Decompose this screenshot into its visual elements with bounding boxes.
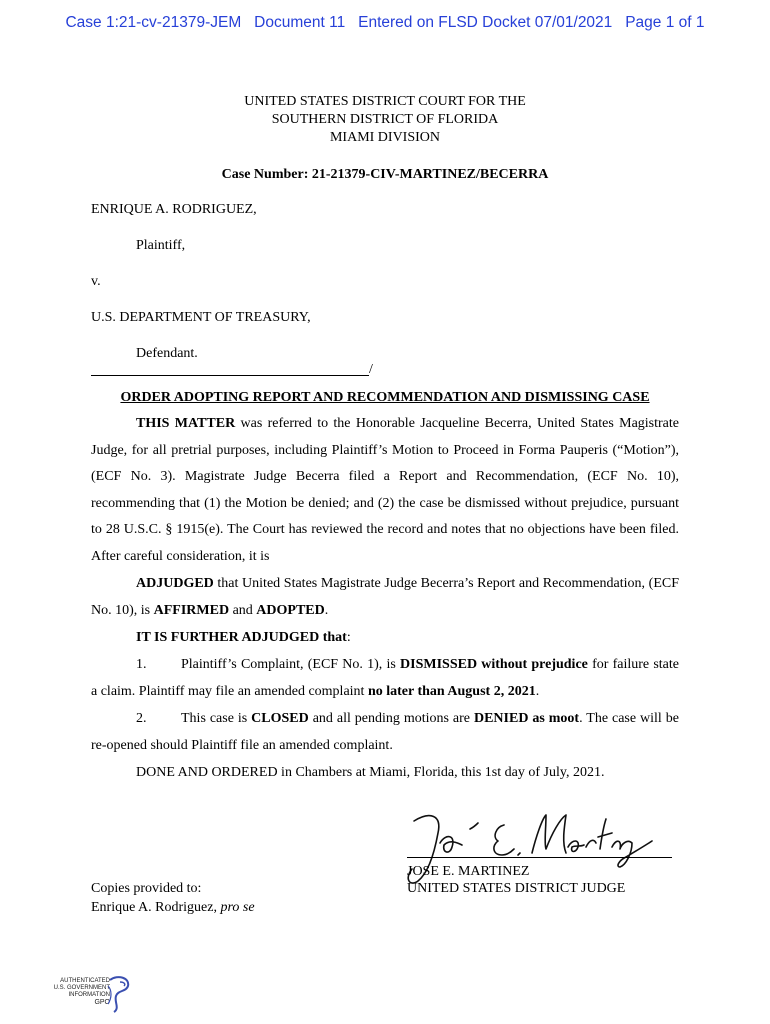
item-1-end: . [535,683,540,699]
court-division: MIAMI DIVISION [329,130,441,145]
order-title: ORDER ADOPTING REPORT AND RECOMMENDATION AND DISMISSING CASE [120,390,650,405]
court-name-line1: UNITED STATES DISTRICT COURT FOR THE [244,94,526,109]
judge-title: UNITED STATES DISTRICT JUDGE [407,881,626,896]
versus: v. [91,274,101,289]
copies-heading: Copies provided to: [91,881,202,896]
colon: : [346,630,351,645]
adjudged-text: that United States Magistrate Judge Becerra’s Report and Recommendation, (ECF No. 10), is [91,576,679,618]
adopted-word: ADOPTED [256,602,325,618]
item-1 [91,652,679,705]
dismissed-phrase: DISMISSED without prejudice [400,657,588,672]
seal-line2: U.S. GOVERNMENT [53,985,110,991]
seal-line3: INFORMATION [68,992,110,998]
adjudged-lead: ADJUDGED [136,576,214,591]
further-adjudged: IT IS FURTHER ADJUDGED that [136,630,347,645]
recipient-name: Enrique A. Rodriguez, [91,900,221,915]
copies-recipient [91,899,255,917]
item-2-text-3: . The case will be re-opened should Plaintiff file an amended complaint. [91,711,679,753]
plaintiff-role: Plaintiff, [136,238,186,253]
pro-se: pro se [220,900,255,915]
docket-header: Case 1:21-cv-21379-JEM Document 11 Entered on FLSD Docket 07/01/2021 Page 1 of 1 [65,14,705,31]
defendant-role: Defendant. [136,346,198,361]
closed-word: CLOSED [251,711,309,726]
item-2-text-2: and all pending motions are [308,711,474,726]
item-1-text-2: for failure state a claim. Plaintiff may file an amended complaint [91,657,679,699]
case-number: Case Number: 21-21379-CIV-MARTINEZ/BECERRA [221,167,549,182]
court-name-line2: SOUTHERN DISTRICT OF FLORIDA [271,112,499,127]
item-2-text: This case is [181,711,252,726]
seal-gpo: GPO [94,999,110,1006]
period: . [324,602,329,618]
referral-text: was referred to the Honorable Jacqueline Becerra, United States Magistrate Judge, for all pretrial purposes, including Plaintiff’s Motion to Proceed in Forma Pauperis (“Motion”), (ECF No. 3). Magistrate Judge Becerra filed a Report and Recommendation, (ECF No. 10), recommending that (1) the Motion be denied; and (2) the case be dismissed without prejudice, pursuant to 28 U.S.C. § 1915(e). The Court has reviewed the record and notes that no objections have been filed. After careful consideration, it is [91,416,679,564]
done-and-ordered: DONE AND ORDERED in Chambers at Miami, Florida, this 1st day of July, 2021. [136,765,605,780]
paragraph-done [91,760,679,787]
eagle-icon [104,974,132,1014]
deadline-phrase: no later than August 2, 2021 [367,683,536,699]
affirmed-word: AFFIRMED [153,602,230,618]
paragraph-referral [91,411,679,571]
item-1-number: 1. [136,657,147,672]
denied-phrase: DENIED as moot [473,711,580,726]
judge-name: JOSE E. MARTINEZ [407,864,530,879]
this-matter-lead: THIS MATTER [136,416,236,431]
paragraph-further [91,625,679,652]
defendant-name: U.S. DEPARTMENT OF TREASURY, [91,310,311,325]
and-word: and [229,602,257,618]
item-1-text: Plaintiff’s Complaint, (ECF No. 1), is [181,657,401,672]
item-2-number: 2. [136,711,147,726]
paragraph-adjudged [91,571,679,624]
caption-slash: / [369,362,373,377]
seal-line1: AUTHENTICATED [60,978,110,984]
gpo-authentication-seal [40,970,132,1018]
item-2 [91,706,679,759]
caption-underline [91,375,369,376]
signature-line [407,857,672,858]
plaintiff-name: ENRIQUE A. RODRIGUEZ, [91,202,257,217]
